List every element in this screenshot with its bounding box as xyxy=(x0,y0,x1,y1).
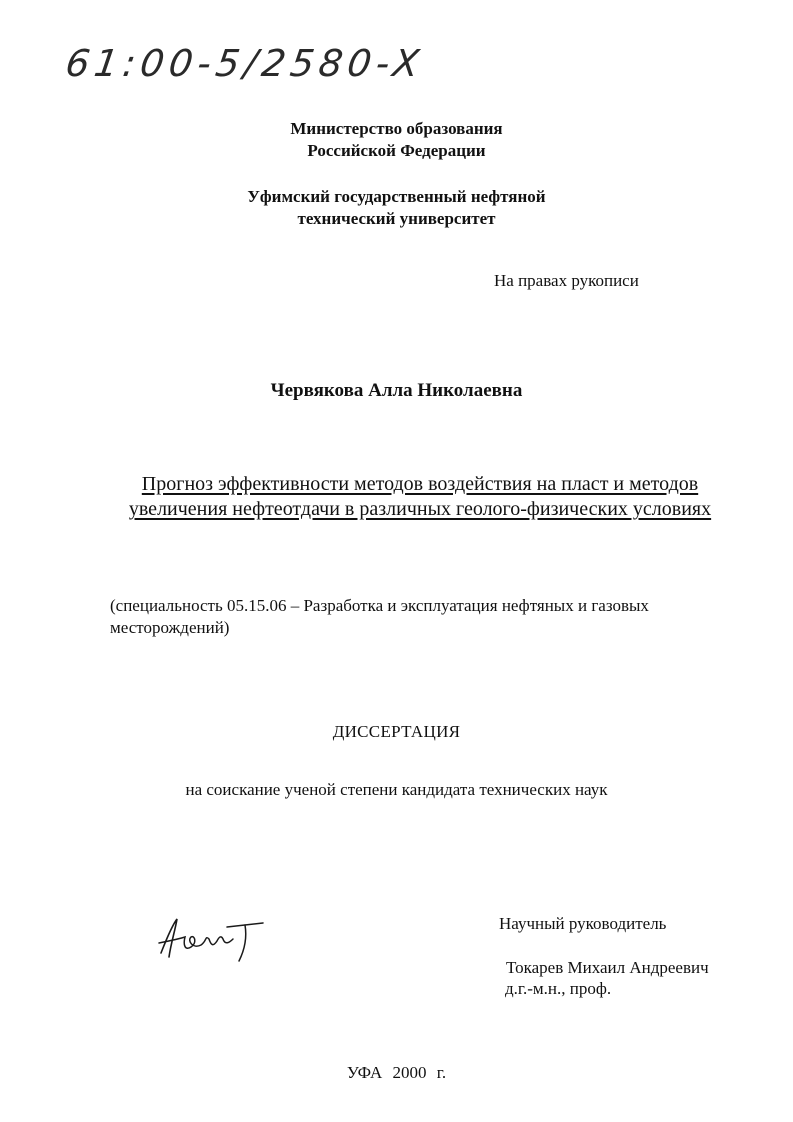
city-year: УФА 2000 г. xyxy=(346,1063,447,1082)
dissertation-title xyxy=(100,472,740,522)
university-block xyxy=(0,186,793,230)
title-line-2: увеличения нефтеотдачи в различных геолого-физических условиях xyxy=(128,498,712,520)
document-type: ДИССЕРТАЦИЯ xyxy=(332,722,461,741)
ministry-line-1: Министерство образования xyxy=(290,119,503,138)
manuscript-note: На правах рукописи xyxy=(494,271,639,290)
supervisor-name: Токарев Михаил Андреевич xyxy=(506,958,709,977)
specialty: (специальность 05.15.06 – Разработка и эксплуатация нефтяных и газовых месторождений) xyxy=(110,596,649,637)
ministry-block xyxy=(0,118,793,162)
university-line-1: Уфимский государственный нефтяной xyxy=(247,187,546,206)
supervisor-label: Научный руководитель xyxy=(499,914,667,933)
archive-code: 61:00-5/2580-X xyxy=(62,42,427,85)
signature-stroke-4 xyxy=(239,925,246,961)
author-name: Червякова Алла Николаевна xyxy=(270,380,523,401)
ministry-line-2: Российской Федерации xyxy=(307,141,486,160)
signature-stroke-1 xyxy=(161,919,177,957)
signature-image xyxy=(155,913,275,969)
university-line-2: технический университет xyxy=(297,209,496,228)
title-line-1: Прогноз эффективности методов воздействия на пласт и методов xyxy=(141,473,699,495)
degree-statement: на соискание ученой степени кандидата технических наук xyxy=(185,780,608,799)
supervisor-title: д.г.-м.н., проф. xyxy=(505,979,612,998)
